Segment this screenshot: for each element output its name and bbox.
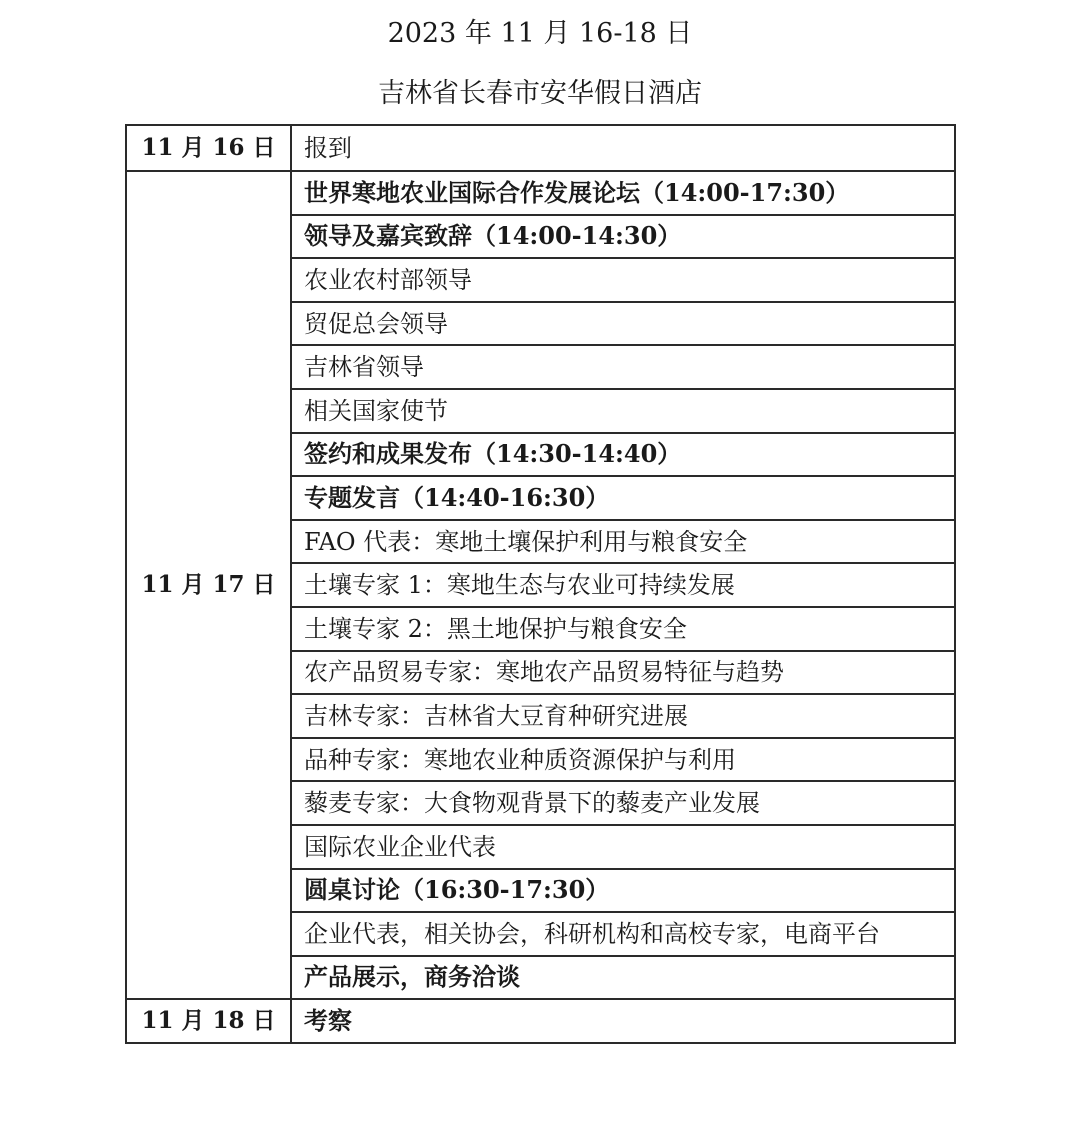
agenda-section-heading: 考察 [291, 999, 955, 1043]
agenda-section-heading: 专题发言（14:40-16:30） [291, 476, 955, 520]
date-cell-nov-16: 11 月 16 日 [126, 125, 291, 171]
table-row [126, 171, 955, 215]
agenda-item: 报到 [291, 125, 955, 171]
table-row [126, 125, 955, 171]
agenda-item: 土壤专家 2：黑土地保护与粮食安全 [291, 607, 955, 651]
agenda-item: 土壤专家 1：寒地生态与农业可持续发展 [291, 563, 955, 607]
agenda-section-heading: 产品展示，商务洽谈 [291, 956, 955, 1000]
agenda-section-heading: 签约和成果发布（14:30-14:40） [291, 433, 955, 477]
agenda-section-heading: 世界寒地农业国际合作发展论坛（14:00-17:30） [291, 171, 955, 215]
venue-name: 吉林省长春市安华假日酒店 [378, 78, 702, 109]
agenda-item: 藜麦专家：大食物观背景下的藜麦产业发展 [291, 781, 955, 825]
agenda-item: 相关国家使节 [291, 389, 955, 433]
agenda-item: 企业代表，相关协会，科研机构和高校专家，电商平台 [291, 912, 955, 956]
schedule-date-range: 2023 年 11 月 16-18 日 [387, 18, 693, 49]
agenda-item: 吉林专家：吉林省大豆育种研究进展 [291, 694, 955, 738]
agenda-table [125, 124, 956, 1044]
agenda-section-heading: 圆桌讨论（16:30-17:30） [291, 869, 955, 913]
agenda-item: 贸促总会领导 [291, 302, 955, 346]
agenda-item: 吉林省领导 [291, 345, 955, 389]
agenda-item: 品种专家：寒地农业种质资源保护与利用 [291, 738, 955, 782]
agenda-item: FAO 代表：寒地土壤保护利用与粮食安全 [291, 520, 955, 564]
agenda-item: 农产品贸易专家：寒地农产品贸易特征与趋势 [291, 651, 955, 695]
agenda-item: 农业农村部领导 [291, 258, 955, 302]
agenda-section-heading: 领导及嘉宾致辞（14:00-14:30） [291, 215, 955, 259]
date-cell-nov-17: 11 月 17 日 [126, 171, 291, 999]
date-cell-nov-18: 11 月 18 日 [126, 999, 291, 1043]
agenda-item: 国际农业企业代表 [291, 825, 955, 869]
table-row [126, 999, 955, 1043]
